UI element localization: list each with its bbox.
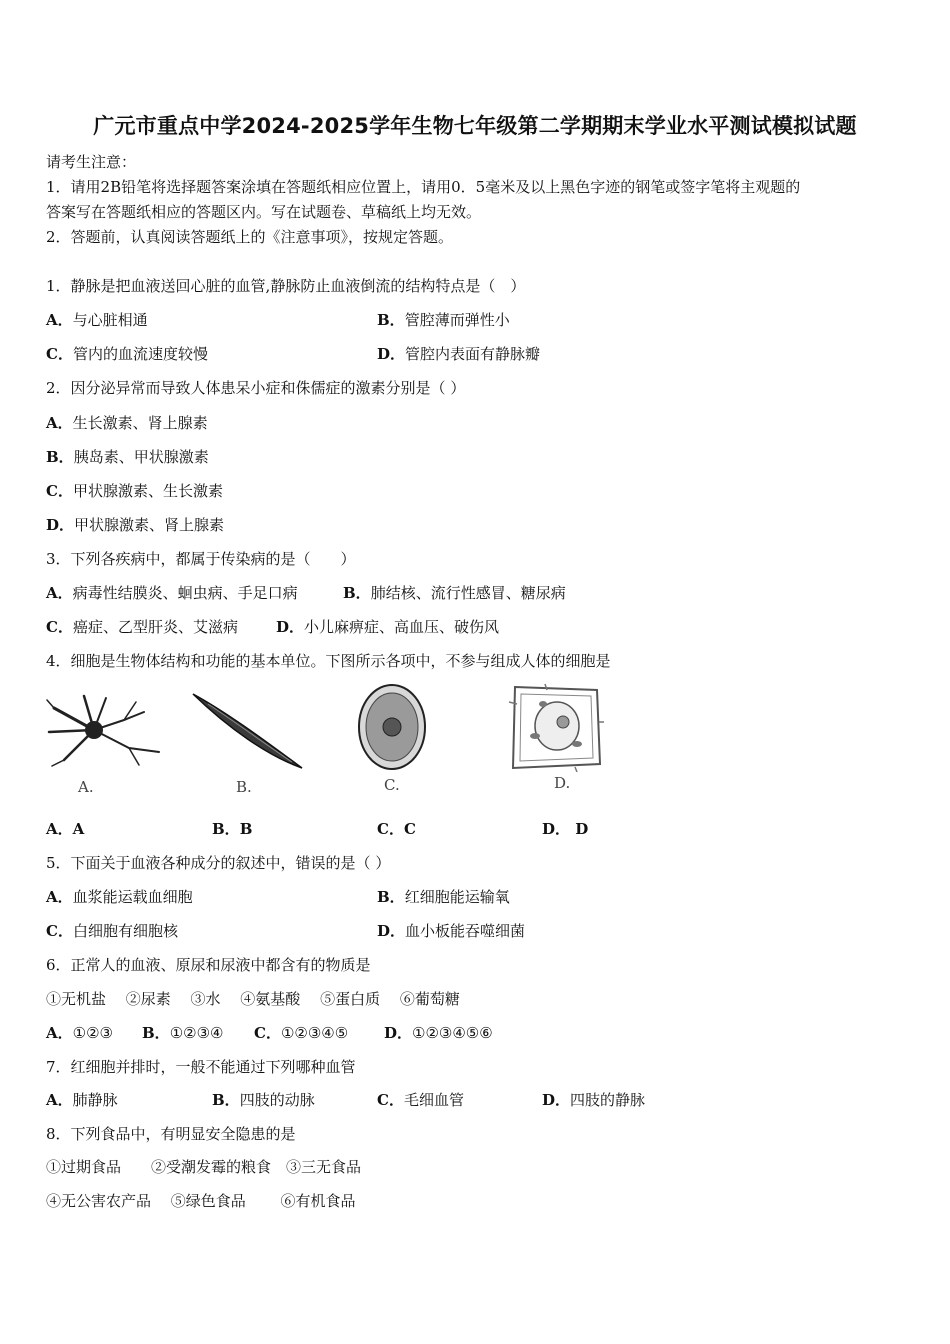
q6-option-d: D．①②③④⑤⑥ (384, 1024, 493, 1042)
q4-stem: 4．细胞是生物体结构和功能的基本单位。下图所示各项中，不参与组成人体的细胞是 (46, 652, 611, 670)
q2-option-c: C．甲状腺激素、生长激素 (46, 482, 223, 500)
notice-line-1a: 1．请用2B铅笔将选择题答案涂填在答题纸相应位置上，请用0．5毫米及以上黑色字迹的钢笔或签字笔将主观题的 (46, 178, 801, 196)
q3-option-d: D．小儿麻痹症、高血压、破伤风 (276, 618, 500, 636)
notice-line-1b: 答案写在答题纸相应的答题区内。写在试题卷、草稿纸上均无效。 (46, 203, 482, 221)
figure-d-caption: D. (554, 774, 571, 792)
figure-b-caption: B. (236, 778, 252, 796)
q3-option-a: A．病毒性结膜炎、蛔虫病、手足口病 (46, 584, 298, 602)
q4-option-b: B．B (212, 820, 253, 838)
q3-stem: 3．下列各疾病中，都属于传染病的是（ ） (46, 550, 356, 568)
q1-option-c: C．管内的血流速度较慢 (46, 345, 208, 363)
q1-option-b: B．管腔薄而弹性小 (377, 311, 510, 329)
figure-a-caption: A. (78, 778, 94, 796)
notice-heading: 请考生注意： (46, 153, 137, 171)
q5-option-b: B．红细胞能运输氧 (377, 888, 510, 906)
q8-items-line-2: ④无公害农产品 ⑤绿色食品 ⑥有机食品 (46, 1192, 356, 1210)
muscle-cell-figure (188, 688, 308, 773)
q6-items: ①无机盐 ②尿素 ③水 ④氨基酸 ⑤蛋白质 ⑥葡萄糖 (46, 990, 460, 1008)
q7-option-a: A．肺静脉 (46, 1091, 118, 1109)
q7-option-d: D．四肢的静脉 (542, 1091, 646, 1109)
q5-option-d: D．血小板能吞噬细菌 (377, 922, 526, 940)
round-cell-figure (355, 682, 430, 772)
q1-option-a: A．与心脏相通 (46, 311, 148, 329)
q6-stem: 6．正常人的血液、原尿和尿液中都含有的物质是 (46, 956, 371, 974)
neuron-cell-figure (44, 690, 164, 770)
q2-option-a: A．生长激素、肾上腺素 (46, 414, 208, 432)
q2-option-d: D．甲状腺激素、肾上腺素 (46, 516, 225, 534)
q5-option-a: A．血浆能运载血细胞 (46, 888, 193, 906)
q4-option-d: D． D (542, 820, 589, 838)
q5-stem: 5．下面关于血液各种成分的叙述中，错误的是（ ） (46, 854, 391, 872)
q8-stem: 8．下列食品中，有明显安全隐患的是 (46, 1125, 296, 1143)
q8-items-line-1: ①过期食品 ②受潮发霉的粮食 ③三无食品 (46, 1158, 362, 1176)
q2-option-b: B．胰岛素、甲状腺激素 (46, 448, 209, 466)
q6-option-a: A．①②③ (46, 1024, 113, 1042)
q5-option-c: C．白细胞有细胞核 (46, 922, 178, 940)
q4-option-a: A．A (46, 820, 85, 838)
q6-option-b: B．①②③④ (142, 1024, 224, 1042)
q1-option-d: D．管腔内表面有静脉瓣 (377, 345, 541, 363)
q2-stem: 2．因分泌异常而导致人体患呆小症和侏儒症的激素分别是（ ） (46, 379, 466, 397)
q1-stem: 1．静脉是把血液送回心脏的血管,静脉防止血液倒流的结构特点是（ ） (46, 277, 526, 295)
plant-cell-figure (505, 682, 605, 772)
q3-option-c: C．癌症、乙型肝炎、艾滋病 (46, 618, 238, 636)
page-title: 广元市重点中学2024-2025学年生物七年级第二学期期末学业水平测试模拟试题 (93, 114, 857, 138)
q4-option-c: C．C (377, 820, 416, 838)
notice-line-2: 2．答题前，认真阅读答题纸上的《注意事项》，按规定答题。 (46, 228, 454, 246)
q7-option-c: C．毛细血管 (377, 1091, 464, 1109)
q3-option-b: B．肺结核、流行性感冒、糖尿病 (343, 584, 566, 602)
q6-option-c: C．①②③④⑤ (254, 1024, 349, 1042)
q7-option-b: B．四肢的动脉 (212, 1091, 315, 1109)
figure-c-caption: C. (384, 776, 400, 794)
q7-stem: 7．红细胞并排时，一般不能通过下列哪种血管 (46, 1058, 356, 1076)
